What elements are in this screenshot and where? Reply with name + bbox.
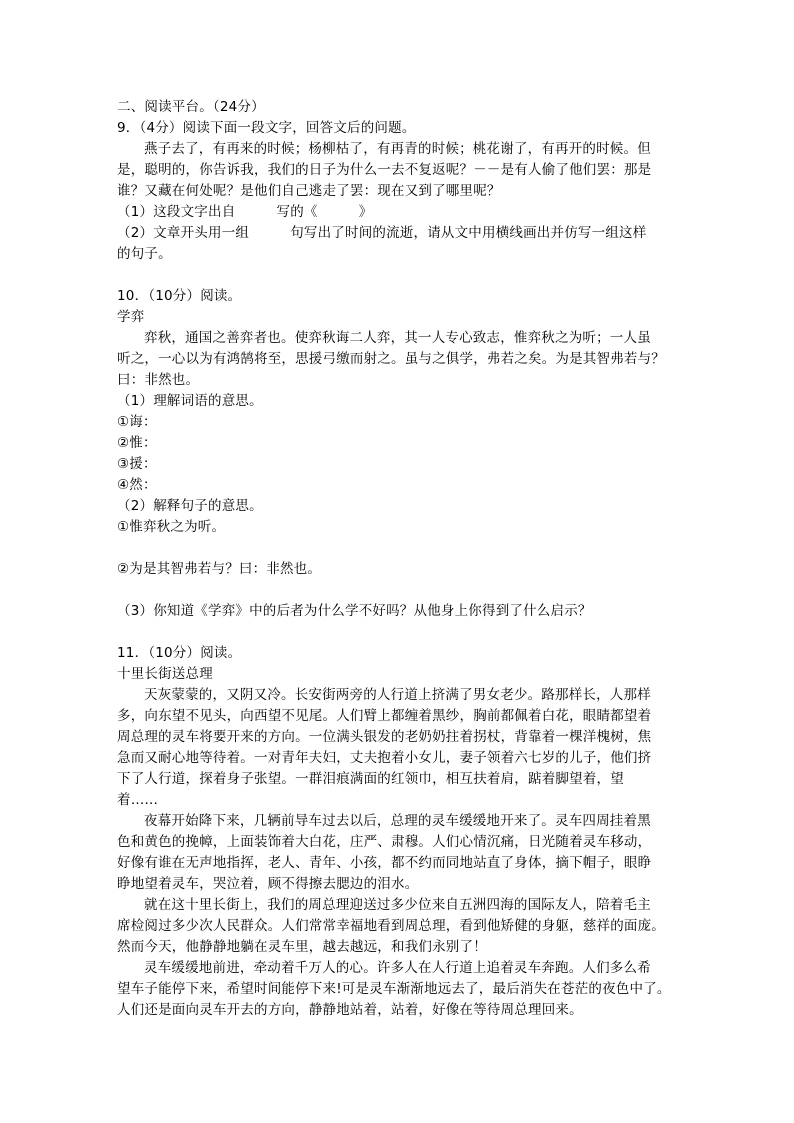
q10-word-item: ②惟： <box>117 435 157 451</box>
q10-sentence-item: ①惟弈秋之为听。 <box>117 519 226 535</box>
q11-paragraph-3-line: 就在这十里长街上，我们的周总理迎送过多少位来自五洲四海的国际友人，陪着毛主 <box>144 897 651 913</box>
q10-passage-title: 学弈 <box>117 309 145 325</box>
q11-paragraph-4-line: 人们还是面向灵车开去的方向，静静地站着，站着，好像在等待周总理回来。 <box>117 1002 583 1018</box>
q9-subquestion-2-cont: 的句子。 <box>117 246 172 262</box>
q11-paragraph-2-line: 夜幕开始降下来，几辆前导车过去以后，总理的灵车缓缓地开来了。灵车四周挂着黑 <box>144 813 651 829</box>
q10-word-item: ①诲： <box>117 414 157 430</box>
q10-heading: 10．（10分）阅读。 <box>117 288 242 304</box>
q9-heading: 9．（4分）阅读下面一段文字，回答文后的问题。 <box>117 120 416 136</box>
q11-paragraph-3-line: 然而今天，他静静地躺在灵车里，越去越远，和我们永别了！ <box>117 939 487 955</box>
q10-subquestion-1: （1）理解词语的意思。 <box>117 393 263 409</box>
q10-subquestion-3: （3）你知道《学弈》中的后者为什么学不好吗？从他身上你得到了什么启示？ <box>117 603 592 619</box>
q11-paragraph-4-line: 灵车缓缓地前进，牵动着千万人的心。许多人在人行道上追着灵车奔跑。人们多么希 <box>144 960 651 976</box>
q9-subquestion-2: （2）文章开头用一组 句写出了时间的流逝，请从文中用横线画出并仿写一组这样 <box>117 225 647 241</box>
q11-paragraph-2-line: 色和黄色的挽幛，上面装饰着大白花，庄严、肃穆。人们心情沉痛，日光随着灵车移动， <box>117 834 652 850</box>
q9-passage-line: 是，聪明的，你告诉我，我们的日子为什么一去不复返呢？－－是有人偷了他们罢：那是 <box>117 162 652 178</box>
q11-paragraph-1-line: 天灰蒙蒙的，又阴又冷。长安街两旁的人行道上挤满了男女老少。路那样长，人那样 <box>144 687 651 703</box>
q10-passage-line: 听之，一心以为有鸿鹄将至，思援弓缴而射之。虽与之俱学，弗若之矣。为是其智弗若与？ <box>117 351 665 367</box>
q11-paragraph-1-line: 急而又耐心地等待着。一对青年夫妇，丈夫抱着小女儿，妻子领着六七岁的儿子，他们挤 <box>117 750 652 766</box>
q11-passage-title: 十里长街送总理 <box>117 666 213 682</box>
q10-passage-line: 曰：非然也。 <box>117 372 200 388</box>
q11-paragraph-1-line: 着…… <box>117 792 159 808</box>
q11-paragraph-1-line: 周总理的灵车将要开来的方向。一位满头银发的老奶奶拄着拐杖，背靠着一棵洋槐树，焦 <box>117 729 652 745</box>
q10-subquestion-2: （2）解释句子的意思。 <box>117 498 263 514</box>
q10-word-item: ③援： <box>117 456 157 472</box>
q11-heading: 11．（10分）阅读。 <box>117 645 242 661</box>
q10-passage-line: 弈秋，通国之善弈者也。使弈秋诲二人弈，其一人专心致志，惟弈秋之为听；一人虽 <box>144 330 651 346</box>
q11-paragraph-3-line: 席检阅过多少次人民群众。人们常常幸福地看到周总理，看到他矫健的身躯，慈祥的面庞。 <box>117 918 665 934</box>
q11-paragraph-1-line: 多，向东望不见头，向西望不见尾。人们臂上都缠着黑纱，胸前都佩着白花，眼睛都望着 <box>117 708 652 724</box>
q11-paragraph-4-line: 望车子能停下来，希望时间能停下来!可是灵车渐渐地远去了，最后消失在苍茫的夜色中了。 <box>117 981 671 997</box>
q10-sentence-item: ②为是其智弗若与？曰：非然也。 <box>117 561 322 577</box>
q11-paragraph-2-line: 好像有谁在无声地指挥，老人、青年、小孩，都不约而同地站直了身体，摘下帽子，眼睁 <box>117 855 652 871</box>
q9-passage-line: 燕子去了，有再来的时候；杨柳枯了，有再青的时候；桃花谢了，有再开的时候。但 <box>144 141 651 157</box>
q11-paragraph-1-line: 下了人行道，探着身子张望。一群泪痕满面的红领巾，相互扶着肩，踮着脚望着，望 <box>117 771 624 787</box>
q9-passage-line: 谁？又藏在何处呢？是他们自己逃走了罢：现在又到了哪里呢？ <box>117 183 501 199</box>
exam-page <box>117 97 677 1021</box>
section-title: 二、阅读平台。（24分） <box>117 99 265 115</box>
q11-paragraph-2-line: 睁地望着灵车，哭泣着，顾不得擦去腮边的泪水。 <box>117 876 419 892</box>
q9-subquestion-1: （1）这段文字出自 写的《 》 <box>117 204 373 220</box>
q10-word-item: ④然： <box>117 477 157 493</box>
